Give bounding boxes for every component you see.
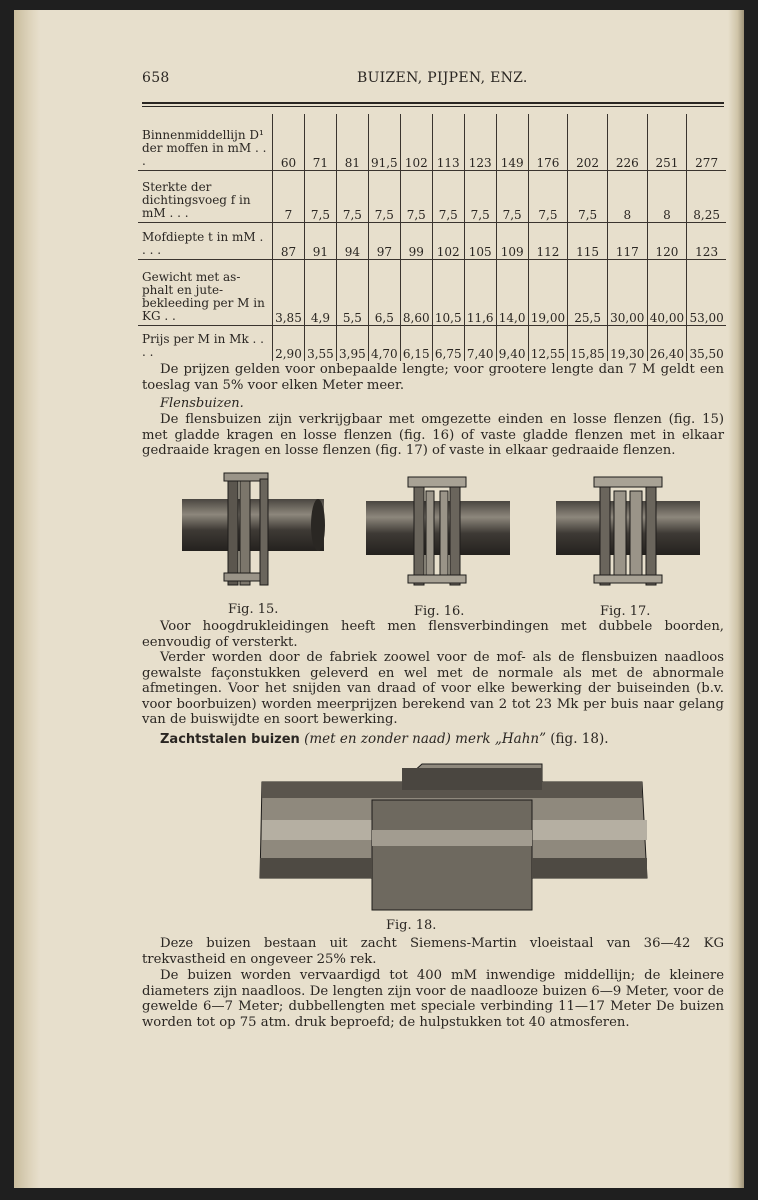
table-cell: 7,40 — [464, 325, 496, 361]
table-cell: 91 — [304, 222, 336, 259]
dimensions-paragraph — [142, 968, 724, 1030]
section-heading: Flensbuizen. — [160, 396, 244, 411]
page-number: 658 — [142, 70, 170, 86]
table-cell: 7,5 — [528, 170, 568, 222]
table-cell: 149 — [496, 114, 528, 170]
table-cell: 53,00 — [687, 259, 726, 325]
table-cell: 6,15 — [400, 325, 432, 361]
row-label: Gewicht met as-phalt en jute-bekleeding per M in KG . . — [138, 259, 273, 325]
paragraph: De buizen worden vervaardigd tot 400 mM inwendige middellijn; de kleinere diameters zijn naadloos. De lengten zijn voor de naadlooze buizen 6—9 Meter, voor de gewelde 6—7 Meter; dubbellengten met speciale verbinding 11—17 Meter De buizen worden tot op 75 atm. druk beproefd; de hulpstukken tot 40 atmosferen. — [142, 968, 724, 1030]
table-cell: 251 — [647, 114, 687, 170]
table-cell: 8,60 — [400, 259, 432, 325]
table-cell: 19,00 — [528, 259, 568, 325]
table-cell: 6,75 — [432, 325, 464, 361]
table-cell: 3,95 — [336, 325, 368, 361]
table-cell: 7,5 — [464, 170, 496, 222]
table-cell: 3,55 — [304, 325, 336, 361]
table-cell: 8 — [607, 170, 647, 222]
price-note — [142, 362, 724, 393]
table-cell: 2,90 — [273, 325, 305, 361]
table-cell: 11,6 — [464, 259, 496, 325]
fig-17-caption: Fig. 17. — [600, 604, 651, 619]
running-header — [142, 70, 724, 92]
paragraph: Voor hoogdrukleidingen heeft men flensverbindingen met dubbele boorden, eenvoudig of versterkt. — [142, 619, 724, 650]
table-cell: 109 — [496, 222, 528, 259]
header-rule — [142, 102, 724, 104]
material-paragraph — [142, 936, 724, 967]
row-label: Prijs per M in Mk . . . . — [138, 325, 273, 361]
paragraph: De flensbuizen zijn verkrijgbaar met omgezette einden en losse flenzen (fig. 15) met gladde kragen en losse flenzen (fig. 16) of vaste gladde flenzen met in elkaar gedraaide kragen en losse flenzen (fig. 17) of vaste in elkaar gedraaide flenzen. — [142, 412, 724, 458]
fig-18-caption: Fig. 18. — [386, 918, 437, 933]
table-cell: 97 — [368, 222, 400, 259]
heading-italic: (met en zonder naad) merk „Hahn” — [304, 731, 546, 747]
table-cell: 115 — [568, 222, 608, 259]
table-cell: 15,85 — [568, 325, 608, 361]
table-row — [138, 170, 726, 222]
paragraph: Deze buizen bestaan uit zacht Siemens-Martin vloeistaal van 36—42 KG trekvastheid en ongeveer 25% rek. — [142, 936, 724, 967]
table-cell: 120 — [647, 222, 687, 259]
table-cell: 60 — [273, 114, 305, 170]
book-page — [14, 10, 744, 1188]
header-rule-thin — [142, 106, 724, 107]
fittings-paragraph — [142, 650, 724, 728]
table-cell: 40,00 — [647, 259, 687, 325]
table-cell: 81 — [336, 114, 368, 170]
table-cell: 123 — [464, 114, 496, 170]
table-cell: 117 — [607, 222, 647, 259]
table-cell: 8 — [647, 170, 687, 222]
table-cell: 30,00 — [607, 259, 647, 325]
table-cell: 94 — [336, 222, 368, 259]
table-cell: 5,5 — [336, 259, 368, 325]
table-cell: 91,5 — [368, 114, 400, 170]
table-cell: 102 — [400, 114, 432, 170]
table-cell: 12,55 — [528, 325, 568, 361]
table-cell: 7,5 — [496, 170, 528, 222]
table-cell: 10,5 — [432, 259, 464, 325]
table-cell: 26,40 — [647, 325, 687, 361]
table-cell: 4,70 — [368, 325, 400, 361]
table-cell: 112 — [528, 222, 568, 259]
table-cell: 7,5 — [336, 170, 368, 222]
table-cell: 123 — [687, 222, 726, 259]
page-binding — [14, 10, 40, 1188]
paragraph: De prijzen gelden voor onbepaalde lengte; voor grootere lengte dan 7 M geldt een toeslag van 5% voor elken Meter meer. — [142, 362, 724, 393]
table-cell: 19,30 — [607, 325, 647, 361]
table-cell: 4,9 — [304, 259, 336, 325]
fig-15-caption: Fig. 15. — [228, 602, 279, 617]
table-cell: 226 — [607, 114, 647, 170]
fig-15-flange-pipe-illustration — [180, 465, 326, 589]
page-title: BUIZEN, PIJPEN, ENZ. — [357, 70, 528, 86]
fig-16-caption: Fig. 16. — [414, 604, 465, 619]
table-row — [138, 259, 726, 325]
table-cell: 99 — [400, 222, 432, 259]
table-cell: 7,5 — [432, 170, 464, 222]
table-cell: 105 — [464, 222, 496, 259]
table-row — [138, 325, 726, 361]
high-pressure-paragraph — [142, 619, 724, 650]
table-cell: 7,5 — [368, 170, 400, 222]
table-cell: 9,40 — [496, 325, 528, 361]
row-label: Sterkte der dichtingsvoeg f in mM . . . — [138, 170, 273, 222]
table-cell: 7,5 — [304, 170, 336, 222]
heading-ref: (fig. 18). — [550, 731, 609, 747]
table-cell: 176 — [528, 114, 568, 170]
table-cell: 7,5 — [568, 170, 608, 222]
table-row — [138, 222, 726, 259]
heading-bold: Zachtstalen buizen — [160, 732, 300, 747]
pipe-spec-table — [138, 114, 726, 361]
fig-18-soft-steel-pipe-joint-illustration — [242, 760, 662, 920]
table-cell: 25,5 — [568, 259, 608, 325]
table-cell: 113 — [432, 114, 464, 170]
table-cell: 102 — [432, 222, 464, 259]
table-cell: 202 — [568, 114, 608, 170]
table-cell: 277 — [687, 114, 726, 170]
table-cell: 87 — [273, 222, 305, 259]
table-cell: 14,0 — [496, 259, 528, 325]
row-label: Mofdiepte t in mM . . . . — [138, 222, 273, 259]
table-cell: 71 — [304, 114, 336, 170]
page-edge — [728, 10, 744, 1188]
fig-17-flange-pipe-illustration — [554, 465, 702, 589]
table-cell: 35,50 — [687, 325, 726, 361]
table-cell: 7 — [273, 170, 305, 222]
table-cell: 7,5 — [400, 170, 432, 222]
table-row — [138, 114, 726, 170]
fig-16-flange-pipe-illustration — [364, 465, 512, 589]
table-cell: 8,25 — [687, 170, 726, 222]
flange-paragraph — [142, 412, 724, 459]
table-cell: 6,5 — [368, 259, 400, 325]
row-label: Binnenmiddellijn D¹ der moffen in mM . . . — [138, 114, 273, 170]
soft-steel-heading — [160, 731, 609, 747]
table-cell: 3,85 — [273, 259, 305, 325]
paragraph: Verder worden door de fabriek zoowel voor de mof- als de flensbuizen naadloos gewalste façonstukken geleverd en wel met de normale als met de abnormale afmetingen. Voor het snijden van draad of voor elke bewerking der buiseinden (b.v. voor boorbuizen) worden meerprijzen berekend van 2 tot 23 Mk per buis naar gelang van de buiswijdte en soort bewerking. — [142, 650, 724, 727]
